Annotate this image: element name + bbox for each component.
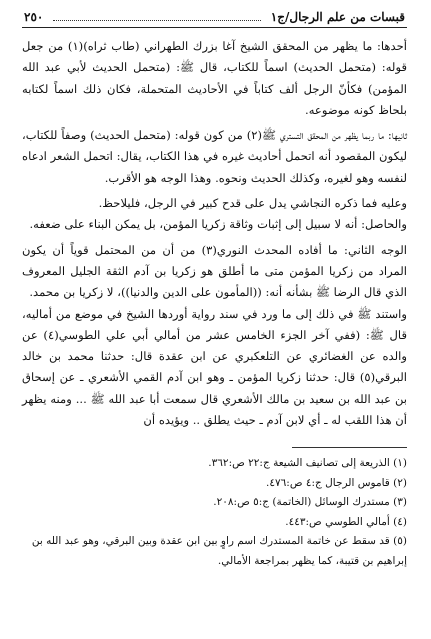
- paragraph-evidence: واستند ﷺ في ذلك إلى ما ورد في سند رواية أوردها الشيخ في موضع من أماليه، قال ﷺ: (ففي آخر الجزء الخامس عشر من أمالي أبي علي الطوسي(٤) عن والده عن الغضائري عن التلعكبري عن ابن عقدة قال: حدثنا محمد بن خالد البرقي(٥) قال: حدثنا زكريا المؤمن ـ وهو ابن آدم القمي الأشعري ـ عن إسحاق بن عبد الله بن سعيد بن مالك الأشعري قال سمعت أبا عبد الله ﷺ ... ومنه يظهر أن هذا اللقب له ـ أي لابن آدم ـ حيث يطلق .. ويؤيده أن: [22, 306, 407, 428]
- footnote-separator: [292, 447, 407, 448]
- footnote: (٤) أمالي الطوسي ص:٤٤٣.: [285, 515, 407, 528]
- paragraph-second-aspect: الوجه الثاني: ما أفاده المحدث النوري(٣) من أن من المحتمل قوياً أن يكون المراد من زكريا المؤمن متى ما أطلق هو زكريا بن آدم الثقة الجليل المعروف الذي قال الرضا ﷺ بشأنه أنه: ((المأمون على الدين والدنيا))، لا زكريا بن محمد.: [22, 242, 407, 300]
- paragraph-first-view: أحدها: ما يظهر من المحقق الشيخ آغا بزرك الطهراني (طاب ثراه)(١) من جعل قوله: (متحمل الحديث) اسماً للكتاب، قال ﷺ: (متحمل الحديث لأبي عبد الله المؤمن) فكأنّ الرجل ألف كتاباً في الأحاديث المتحملة، فكان ذلك اسماً لكتابه بلحاظ كونه موضوعه.: [22, 39, 407, 117]
- main-text: [22, 36, 407, 431]
- paragraph-second-view: ثانيها: ما ربما يظهر من المحقق التستري ﷺ(٢) من كون قوله: (متحمل الحديث) وصفاً للكتاب، ليكون المقصود أنه اتحمل أحاديث غيره في هذا الكتاب، يقال: اتحمل الشعر ادعاه لنفسه وهو لغيره، وكذلك الحديث ونحوه. وهذا الوجه هو الأقرب.: [22, 128, 407, 185]
- footnote: (١) الذريعة إلى تصانيف الشيعة ج:٢٢ ص:٣٦٢.: [208, 457, 407, 470]
- footnote: (٢) قاموس الرجال ج:٤ ص:٤٧٦.: [266, 476, 407, 489]
- footnote: (٣) مستدرك الوسائل (الخاتمة) ج:٥ ص:٢٠٨.: [213, 496, 407, 509]
- paragraph-najashi-note: وعليه فما ذكره النجاشي يدل على قدح كبير في الرجل، فليلاحظ.: [98, 196, 407, 211]
- footnote: (٥) قد سقط عن خاتمة المستدرك اسم راوٍ بين ابن عقدة وبين البرقي، وهو عبد الله بن إبراهيم بن قتيبة، كما يظهر بمراجعة الأمالي.: [31, 535, 407, 567]
- header-rule: [22, 27, 407, 28]
- running-title: قبسات من علم الرجال/ج١: [270, 10, 405, 24]
- paragraph-conclusion: والحاصل: أنه لا سبيل إلى إثبات وثاقة زكريا المؤمن، بل يمكن البناء على ضعفه.: [29, 217, 407, 232]
- page-header: [22, 10, 407, 24]
- footnotes: [22, 454, 407, 571]
- page-number: ٢٥٠: [24, 10, 44, 24]
- header-dotted-leader: [53, 20, 260, 21]
